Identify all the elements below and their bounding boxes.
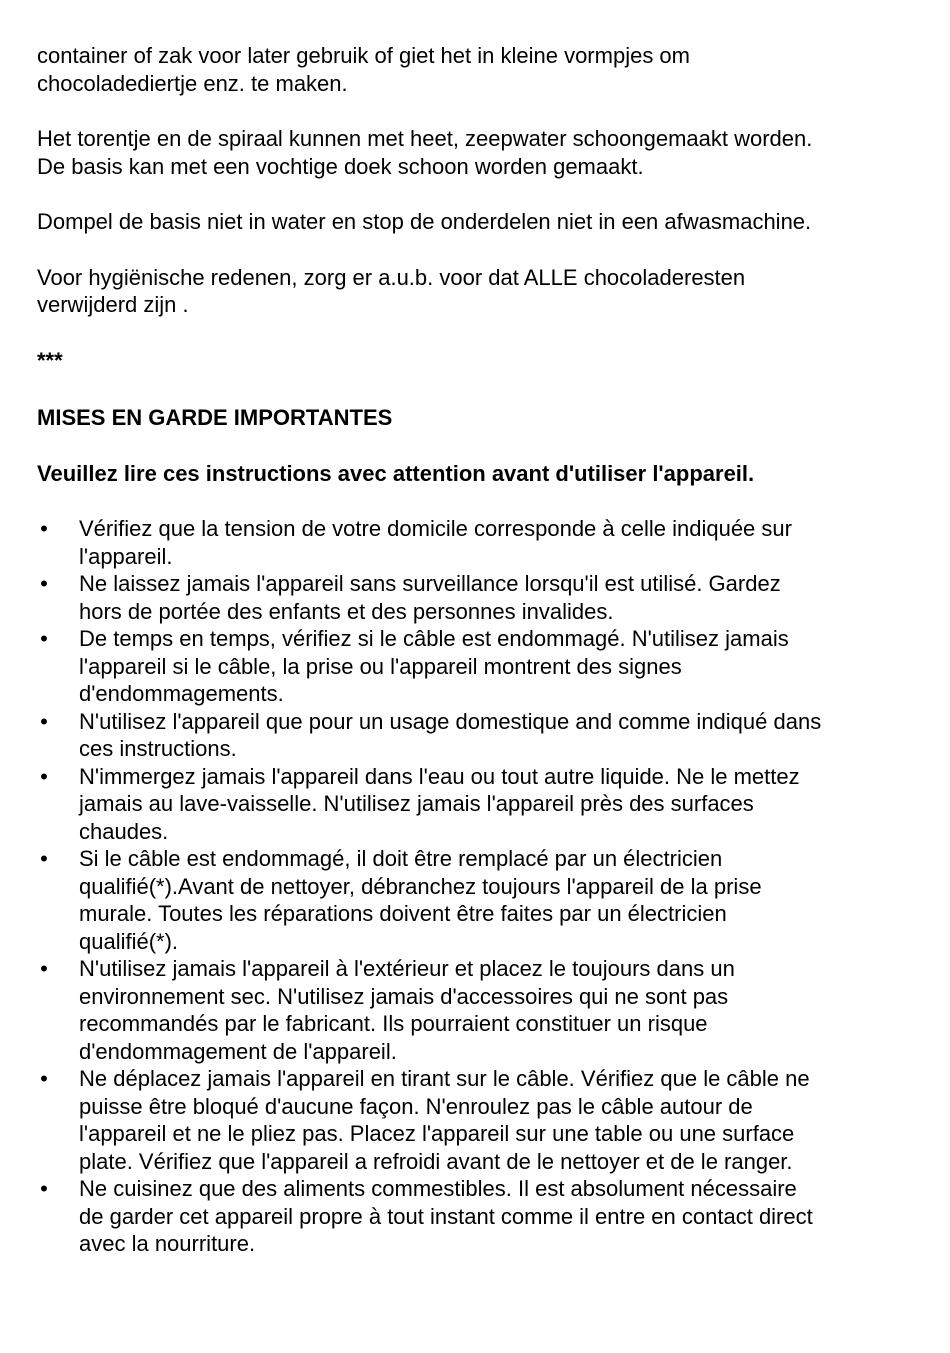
section-heading: MISES EN GARDE IMPORTANTES xyxy=(37,405,393,430)
bullet-icon: • xyxy=(40,1176,48,1201)
list-item-text: De temps en temps, vérifiez si le câble est endommagé. N'utilisez jamais l'appareil si le câble, la prise ou l'appareil montrent des signes d'endommagements. xyxy=(79,626,789,706)
paragraph-nl-2: Het torentje en de spiraal kunnen met heet, zeepwater schoongemaakt worden. De basis kan met een vochtige doek schoon worden gemaakt. xyxy=(37,126,813,179)
bullet-icon: • xyxy=(40,708,48,734)
bullet-icon: • xyxy=(40,956,48,981)
warnings-list xyxy=(37,515,917,1258)
paragraph-nl-4: Voor hygiënische redenen, zorg er a.u.b. voor dat ALLE chocoladeresten verwijderd zijn . xyxy=(37,264,746,317)
document-page xyxy=(37,42,917,1258)
list-item xyxy=(37,845,917,955)
list-item xyxy=(37,1175,917,1258)
paragraph-nl-3: Dompel de basis niet in water en stop de onderdelen niet in een afwasmachine. xyxy=(37,209,812,234)
list-item xyxy=(37,708,917,763)
list-item xyxy=(37,515,917,570)
list-item-text: Ne cuisinez que des aliments commestibles. Il est absolument nécessaire de garder cet appareil propre à tout instant comme il entre en contact direct avec la nourriture. xyxy=(79,1176,813,1256)
list-item-text: Ne déplacez jamais l'appareil en tirant sur le câble. Vérifiez que le câble ne puisse être bloqué d'aucune façon. N'enroulez pas le câble autour de l'appareil et ne le pliez pas. Placez l'appareil sur une table ou une surface plate. Vérifiez que l'appareil a refroidi avant de le nettoyer et de le ranger. xyxy=(79,1066,810,1174)
section-separator: *** xyxy=(37,347,63,373)
bullet-icon: • xyxy=(40,571,48,596)
list-item xyxy=(37,763,917,846)
list-item-text: N'utilisez l'appareil que pour un usage domestique and comme indiqué dans ces instructions. xyxy=(79,708,822,761)
list-item xyxy=(37,570,917,625)
list-item-text: N'utilisez jamais l'appareil à l'extérieur et placez le toujours dans un environnement sec. N'utilisez jamais d'accessoires qui ne sont pas recommandés par le fabricant. Ils pourraient constituer un risque d'endommagement de l'appareil. xyxy=(79,956,735,1064)
bullet-icon: • xyxy=(40,1066,48,1091)
bullet-icon: • xyxy=(40,846,48,871)
bullet-icon: • xyxy=(40,626,48,651)
section-subheading: Veuillez lire ces instructions avec attention avant d'utiliser l'appareil. xyxy=(37,460,755,486)
paragraph-nl-1: container of zak voor later gebruik of giet het in kleine vormpjes om chocoladediertje enz. te maken. xyxy=(37,43,690,96)
bullet-icon: • xyxy=(40,516,48,541)
list-item xyxy=(37,955,917,1065)
list-item-text: N'immergez jamais l'appareil dans l'eau ou tout autre liquide. Ne le mettez jamais au lave-vaisselle. N'utilisez jamais l'appareil près des surfaces chaudes. xyxy=(79,763,800,844)
list-item-text: Si le câble est endommagé, il doit être remplacé par un électricien qualifié(*).Avant de nettoyer, débranchez toujours l'appareil de la prise murale. Toutes les réparations doivent être faites par un électricien qualifié(*). xyxy=(79,846,762,954)
list-item-text: Vérifiez que la tension de votre domicile corresponde à celle indiquée sur l'appareil. xyxy=(79,516,792,569)
list-item xyxy=(37,625,917,708)
list-item xyxy=(37,1065,917,1175)
bullet-icon: • xyxy=(40,763,48,789)
list-item-text: Ne laissez jamais l'appareil sans surveillance lorsqu'il est utilisé. Gardez hors de portée des enfants et des personnes invalides. xyxy=(79,571,781,624)
